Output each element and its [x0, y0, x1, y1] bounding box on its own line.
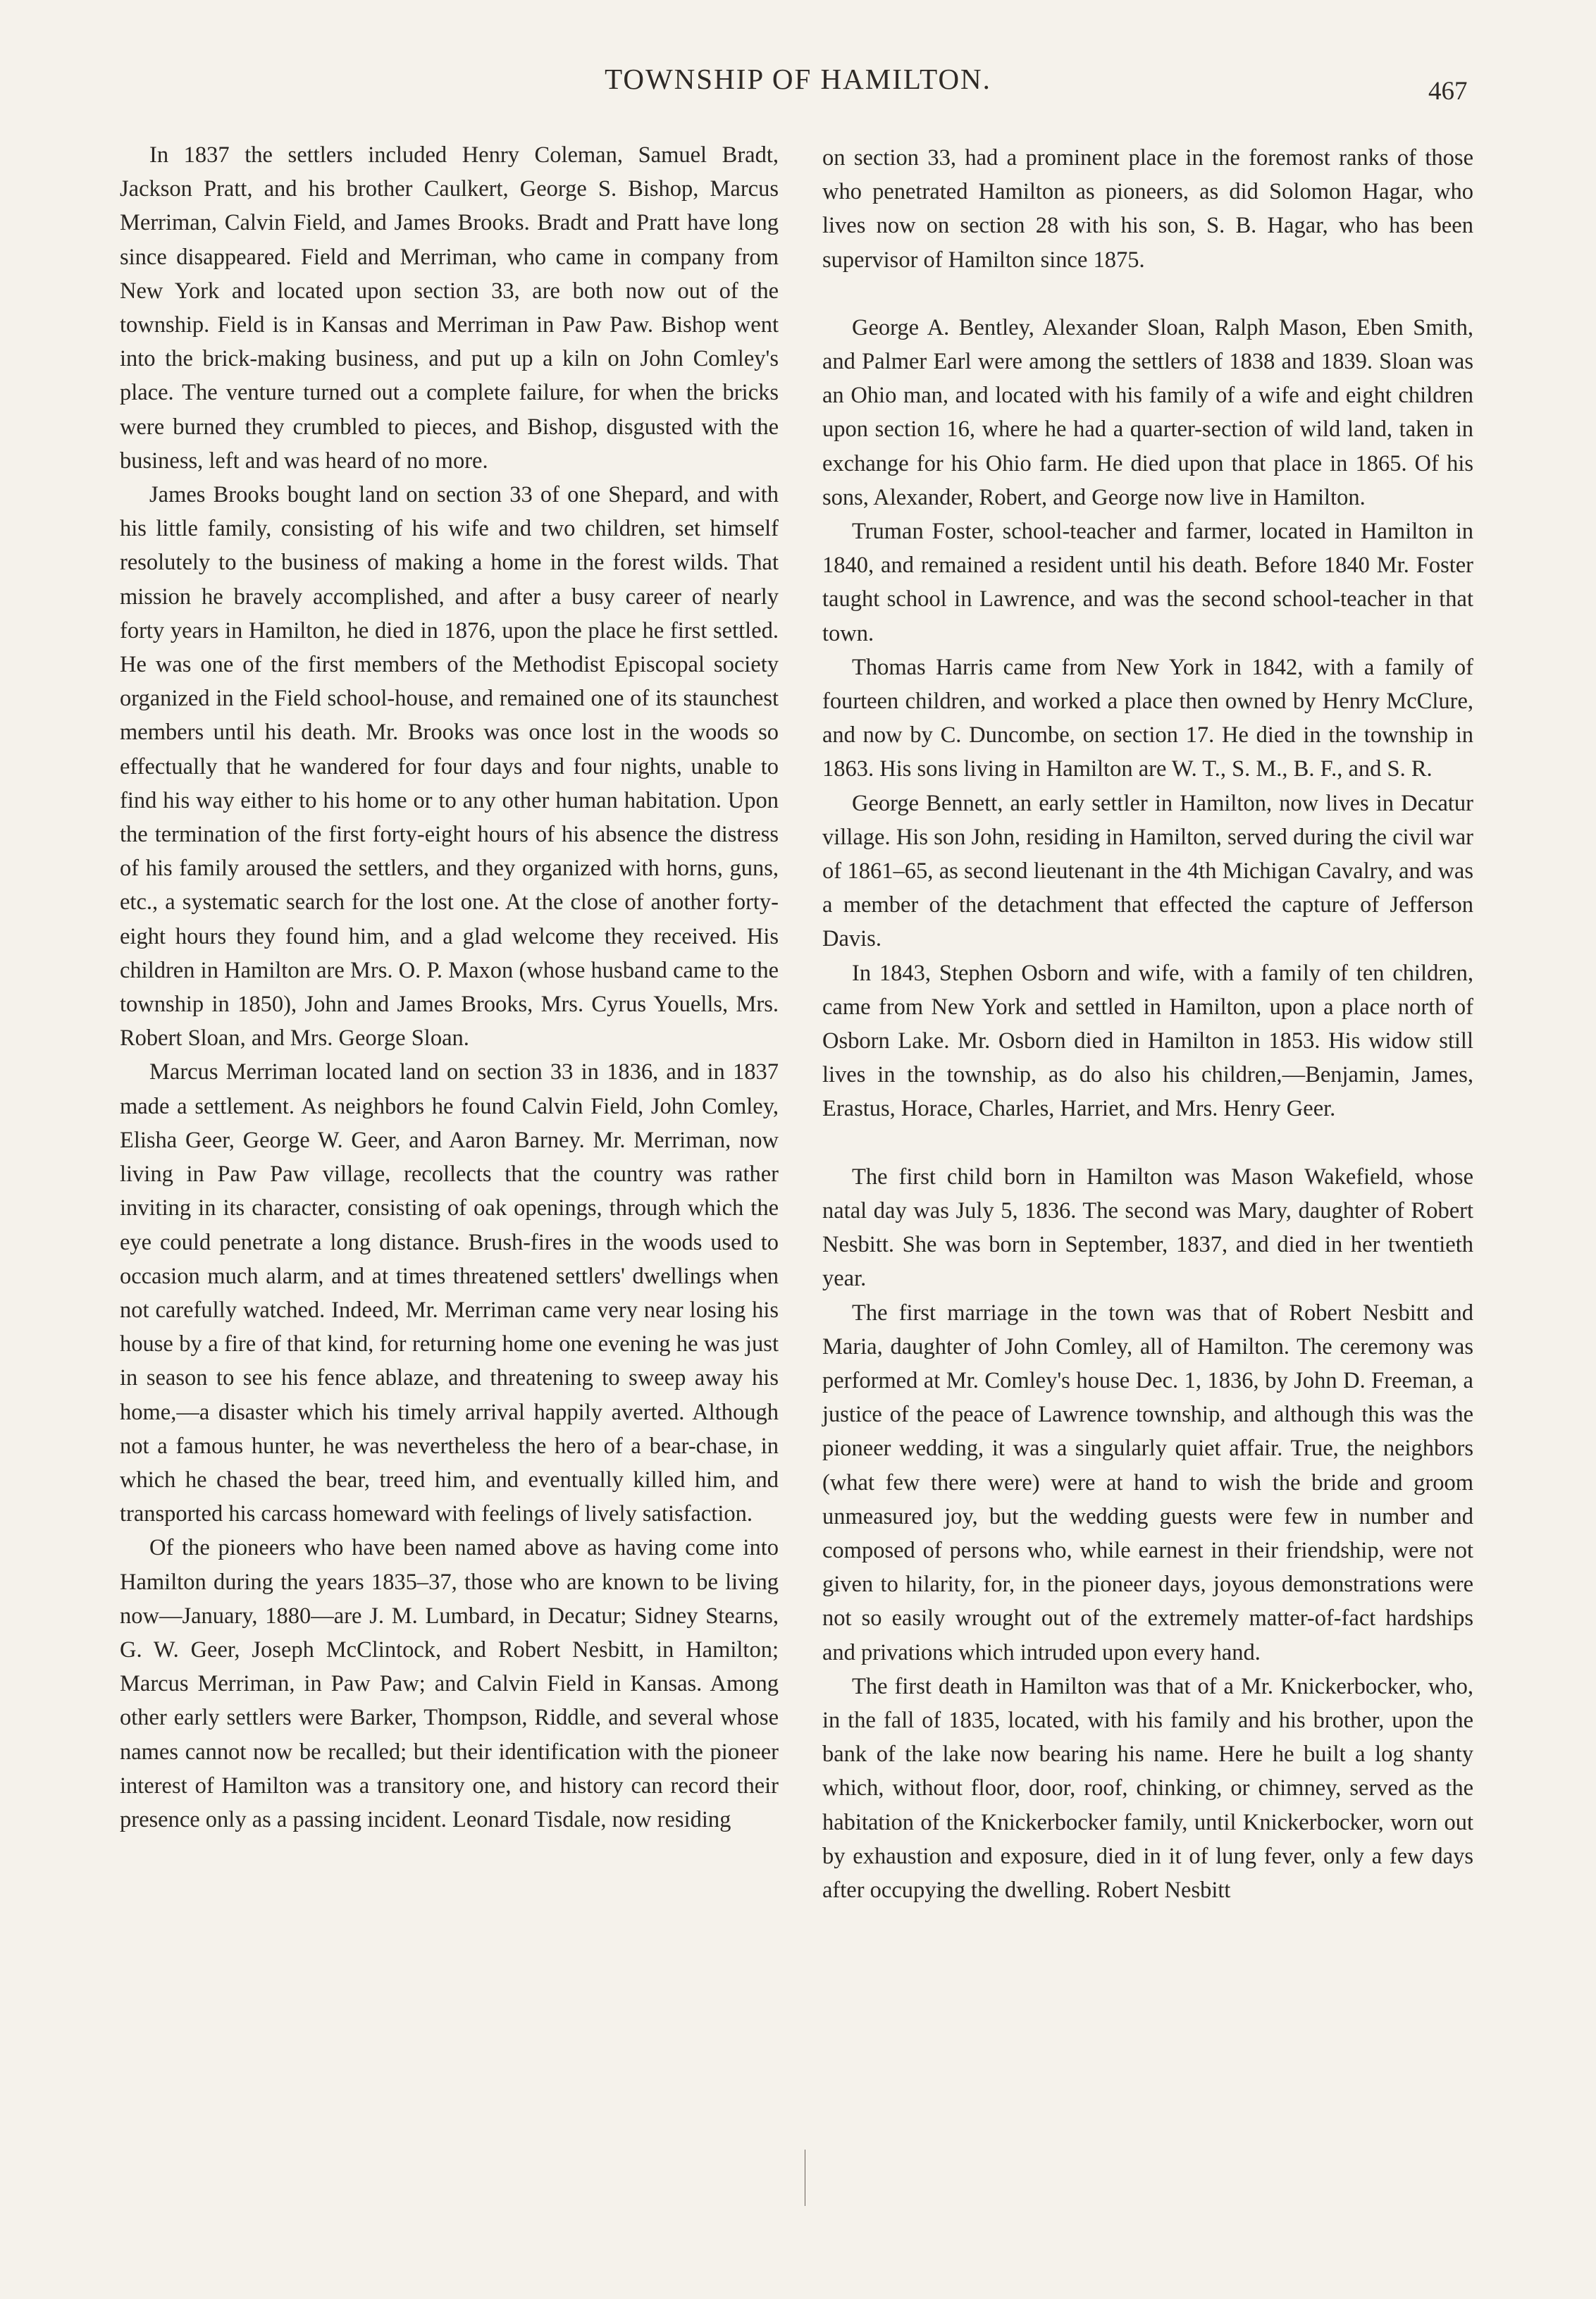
paragraph: In 1843, Stephen Osborn and wife, with a family of ten children, came from New York and settled in Hamilton, upon a place north of Osborn Lake. Mr. Osborn died in Hamilton in 1853. His widow still lives in the township, as do also his children,—Benjamin, James, Erastus, Horace, Charles, Harriet, and Mrs. Henry Geer. [822, 960, 1473, 1122]
paragraph: Of the pioneers who have been named above as having come into Hamilton during the years 1835–37, those who are known to be living now—January, 1880—are J. M. Lumbard, in Decatur; Sidney Stearns, G. W. Geer, Joseph McClintock, and Robert Nesbitt, in Hamilton; Marcus Merriman, in Paw Paw; and Calvin Field in Kansas. Among other early settlers were Barker, Thompson, Riddle, and several whose names cannot now be recalled; but their identification with the pioneer interest of Hamilton was a transitory one, and history can record their presence only as a passing incident. Leonard Tisdale, now residing [120, 1535, 779, 1832]
paragraph: The first marriage in the town was that of Robert Nesbitt and Maria, daughter of John Comley, all of Hamilton. The ceremony was performed at Mr. Comley's house Dec. 1, 1836, by John D. Freeman, a justice of the peace of Lawrence township, and although this was the pioneer wedding, it was a singularly quiet affair. True, the neighbors (what few there were) were at hand to wish the bride and groom unmeasured joy, but the wedding guests were few in number and composed of persons who, while earnest in their friendship, were not given to hilarity, for, in the pioneer days, joyous demonstrations were not so easily wrought out of the extremely matter-of-fact hardships and privations which intruded upon every hand. [822, 1300, 1473, 1665]
page-number: 467 [1428, 77, 1468, 106]
paragraph: Truman Foster, school-teacher and farmer, located in Hamilton in 1840, and remained a resident until his death. Before 1840 Mr. Foster taught school in Lawrence, and was the second school-teacher in that town. [822, 519, 1473, 646]
running-head: TOWNSHIP OF HAMILTON. [605, 63, 991, 95]
paragraph: on section 33, had a prominent place in the foremost ranks of those who penetrated Hamilton as pioneers, as did Solomon Hagar, who lives now on section 28 with his son, S. B. Hagar, who has been supervisor of Hamilton since 1875. [822, 145, 1473, 273]
paragraph: Marcus Merriman located land on section 33 in 1836, and in 1837 made a settlement. As neighbors he found Calvin Field, John Comley, Elisha Geer, George W. Geer, and Aaron Barney. Mr. Merriman, now living in Paw Paw village, recollects that the country was rather inviting in its character, consisting of oak openings, through which the eye could penetrate a long distance. Brush-fires in the woods used to occasion much alarm, and at times threatened settlers' dwellings when not carefully watched. Indeed, Mr. Merriman came very near losing his house by a fire of that kind, for returning home one evening he was just in season to see his fence ablaze, and threatening to sweep away his home,—a disaster which his timely arrival happily averted. Although not a famous hunter, he was nevertheless the hero of a bear-chase, in which he chased the bear, treed him, and eventually killed him, and transported his carcass homeward with feelings of lively satisfaction. [120, 1059, 779, 1527]
paragraph: James Brooks bought land on section 33 of one Shepard, and with his little family, consisting of his wife and two children, set himself resolutely to the business of making a home in the forest wilds. That mission he bravely accomplished, and after a busy career of nearly forty years in Hamilton, he died in 1876, upon the place he first settled. He was one of the first members of the Methodist Episcopal society organized in the Field school-house, and remained one of its staunchest members until his death. Mr. Brooks was once lost in the woods so effectually that he wandered for four days and four nights, unable to find his way either to his home or to any other human habitation. Upon the termination of the first forty-eight hours of his absence the distress of his family aroused the settlers, and they organized with horns, guns, etc., a systematic search for the lost one. At the close of another forty-eight hours they found him, and a glad welcome they received. His children in Hamilton are Mrs. O. P. Maxon (whose husband came to the township in 1850), John and James Brooks, Mrs. Cyrus Youells, Mrs. Robert Sloan, and Mrs. George Sloan. [120, 482, 779, 1052]
left-column [120, 138, 779, 1837]
paragraph: The first death in Hamilton was that of a Mr. Knickerbocker, who, in the fall of 1835, located, with his family and his brother, upon the bank of the lake now bearing his name. Here he built a log shanty which, without floor, door, roof, chinking, or chimney, served as the habitation of the Knickerbocker family, until Knickerbocker, worn out by exhaustion and exposure, died in it of lung fever, only a few days after occupying the dwelling. Robert Nesbitt [822, 1673, 1473, 1903]
paragraph: The first child born in Hamilton was Mason Wakefield, whose natal day was July 5, 1836. The second was Mary, daughter of Robert Nesbitt. She was born in September, 1837, and died in her twentieth year. [822, 1164, 1473, 1292]
paragraph: George A. Bentley, Alexander Sloan, Ralph Mason, Eben Smith, and Palmer Earl were among the settlers of 1838 and 1839. Sloan was an Ohio man, and located with his family of a wife and eight children upon section 16, where he had a quarter-section of wild land, taken in exchange for his Ohio farm. He died upon that place in 1865. Of his sons, Alexander, Robert, and George now live in Hamilton. [822, 314, 1473, 510]
right-column [822, 141, 1473, 1907]
paragraph: In 1837 the settlers included Henry Coleman, Samuel Bradt, Jackson Pratt, and his brother Caulkert, George S. Bishop, Marcus Merriman, Calvin Field, and James Brooks. Bradt and Pratt have long since disappeared. Field and Merriman, who came in company from New York and located upon section 33, are both now out of the township. Field is in Kansas and Merriman in Paw Paw. Bishop went into the brick-making business, and put up a kiln on John Comley's place. The venture turned out a complete failure, for when the bricks were burned they crumbled to pieces, and Bishop, disgusted with the business, left and was heard of no more. [120, 142, 779, 474]
paragraph: Thomas Harris came from New York in 1842, with a family of fourteen children, and worked a place then owned by Henry McClure, and now by C. Duncombe, on section 17. He died in the township in 1863. His sons living in Hamilton are W. T., S. M., B. F., and S. R. [822, 654, 1473, 782]
paragraph: George Bennett, an early settler in Hamilton, now lives in Decatur village. His son John, residing in Hamilton, served during the civil war of 1861–65, as second lieutenant in the 4th Michigan Cavalry, and was a member of the detachment that effected the capture of Jefferson Davis. [822, 790, 1473, 952]
